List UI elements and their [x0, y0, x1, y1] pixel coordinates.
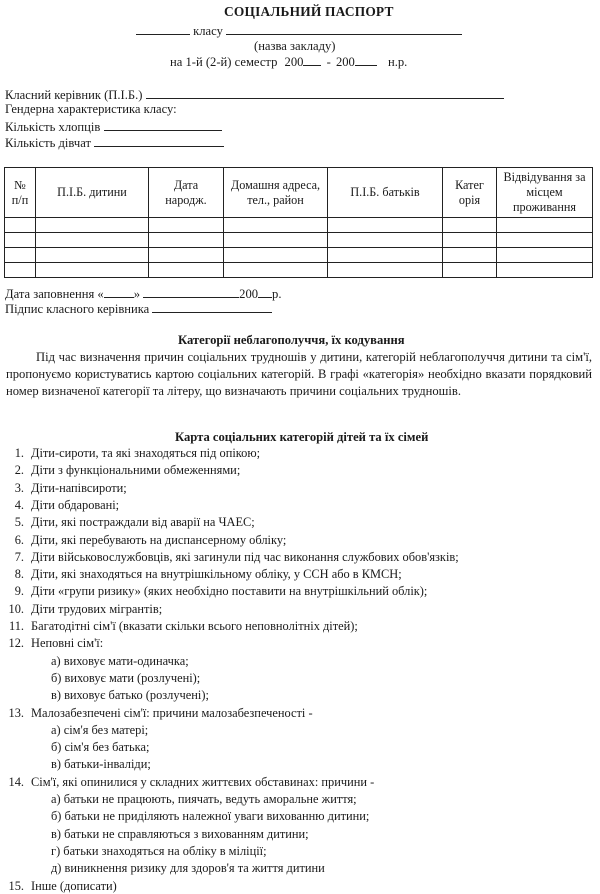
table-row[interactable]: [5, 263, 593, 278]
category-number: 15.: [8, 878, 24, 893]
category-text: Діти, які перебувають на диспансерному обліку;: [31, 532, 287, 547]
category-item: [4, 879, 117, 894]
category-text: Діти військовослужбовців, які загинули під час виконання службових обов'язків;: [31, 549, 459, 564]
category-text: Діти-сироти, та які знаходяться під опікою;: [31, 446, 261, 460]
category-text: а) сім'я без матері;: [51, 722, 149, 737]
category-text: а) виховує мати-одиначка;: [51, 653, 189, 668]
category-text: Діти трудових мігрантів;: [31, 601, 163, 616]
col-child-name: П.І.Б. дитини: [36, 168, 149, 218]
category-item: [4, 463, 240, 478]
fill-day-blank[interactable]: [104, 285, 134, 298]
category-number: 3.: [14, 480, 24, 495]
institution-blank[interactable]: [226, 22, 462, 35]
category-text: в) батьки-інваліди;: [51, 757, 151, 772]
category-text: в) виховує батько (розлучені);: [51, 688, 209, 703]
teacher-blank[interactable]: [146, 86, 504, 99]
teacher-label: Класний керівник (П.І.Б.): [5, 88, 143, 102]
category-subitem: [51, 723, 148, 738]
col-category: Категорія: [443, 168, 497, 218]
category-text: Діти, які постраждали від аварії на ЧАЕС;: [31, 515, 255, 530]
table-row[interactable]: [5, 248, 593, 263]
table-row[interactable]: [5, 218, 593, 233]
category-item: [4, 481, 127, 496]
boys-blank[interactable]: [104, 118, 222, 131]
category-item: [4, 584, 427, 599]
table-row[interactable]: [5, 233, 593, 248]
girls-field: [5, 134, 224, 151]
category-item: [4, 775, 374, 790]
category-text: Багатодітні сім'ї (вказати скільки всього неповнолітніх дітей);: [31, 619, 358, 633]
year-dash: -: [326, 55, 331, 69]
signature-blank[interactable]: [152, 300, 272, 313]
category-item: [4, 602, 162, 617]
category-item: [4, 567, 402, 582]
category-text: Неповні сім'ї:: [31, 636, 104, 651]
map-heading: Карта соціальних категорій дітей та їх сімей: [175, 430, 429, 444]
category-subitem: [51, 757, 151, 772]
categories-paragraph: Під час визначення причин соціальних трудношів у дитини, категорій неблагополуччя дитини та сім'ї, пропонуємо користуватись картою соціальних категорій. В графі «категорія» необхідно вказати порядковий номер визначеної категорії та літеру, що визначають причини соціальних трудношів.: [6, 350, 592, 398]
col-birth-date: Дата народж.: [149, 168, 224, 218]
semester-line: [170, 53, 407, 70]
girls-blank[interactable]: [94, 134, 224, 147]
col-parents-name: П.І.Б. батьків: [328, 168, 443, 218]
year-start: 200: [284, 55, 304, 69]
category-item: [4, 515, 255, 530]
category-number: 13.: [8, 705, 24, 720]
category-number: 11.: [8, 619, 24, 633]
fill-month-blank[interactable]: [143, 285, 239, 298]
category-text: Діти з функціональними обмеженнями;: [31, 463, 241, 478]
year-end-blank[interactable]: [355, 53, 377, 66]
category-item: [4, 498, 119, 513]
fill-date-label: Дата заповнення «: [5, 287, 104, 301]
fill-year-blank[interactable]: [258, 285, 272, 298]
col-number: № п/п: [5, 168, 36, 218]
table-header-row: [5, 168, 593, 218]
category-text: б) виховує мати (розлучені);: [51, 670, 201, 685]
category-text: б) батьки не приділяють належної уваги вихованню дитини;: [51, 809, 370, 824]
category-text: д) виникнення ризику для здоров'я та життя дитини: [51, 861, 325, 876]
category-number: 7.: [14, 549, 24, 564]
category-number: 2.: [14, 463, 24, 478]
category-number: 5.: [14, 515, 24, 530]
boys-label: Кількість хлопців: [5, 120, 101, 134]
page-title: СОЦІАЛЬНИЙ ПАСПОРТ: [224, 4, 394, 19]
categories-heading: Категорії неблагополуччя, їх кодування: [178, 333, 405, 347]
signature-label: Підпис класного керівника: [5, 302, 150, 316]
category-subitem: [51, 671, 200, 686]
category-subitem: [51, 827, 309, 842]
category-number: 14.: [8, 774, 24, 789]
class-line: [136, 22, 462, 39]
category-text: в) батьки не справляються з вихованням дитини;: [51, 826, 309, 841]
category-number: 4.: [14, 497, 24, 512]
semester-label: на 1-й (2-й) семестр: [170, 55, 278, 69]
institution-hint: (назва закладу): [254, 39, 336, 53]
category-text: Малозабезпечені сім'ї: причини малозабезпеченості -: [31, 705, 313, 720]
category-subitem: [51, 844, 267, 859]
category-item: [4, 706, 313, 721]
girls-label: Кількість дівчат: [5, 136, 92, 150]
category-text: Діти обдаровані;: [31, 497, 120, 512]
category-number: 12.: [8, 636, 24, 651]
category-subitem: [51, 792, 357, 807]
year-end: 200: [335, 55, 355, 69]
category-item: [4, 550, 459, 565]
category-number: 10.: [8, 601, 24, 616]
category-text: Сім'ї, які опинилися у складних життєвих обставинах: причини -: [31, 774, 375, 789]
category-number: 6.: [14, 532, 24, 547]
category-item: [4, 446, 260, 461]
class-number-blank[interactable]: [136, 22, 190, 35]
category-subitem: [51, 688, 209, 703]
signature-line: [5, 300, 272, 317]
category-subitem: [51, 740, 149, 755]
category-number: 8.: [14, 567, 24, 582]
category-item: [4, 533, 286, 548]
category-number: 9.: [14, 584, 24, 599]
category-text: Діти «групи ризику» (яких необхідно поставити на внутрішкільний облік);: [31, 584, 428, 599]
category-number: 1.: [14, 446, 24, 460]
category-text: а) батьки не працюють, пиячать, ведуть аморальне життя;: [51, 792, 357, 806]
category-subitem: [51, 654, 189, 669]
category-text: г) батьки знаходяться на обліку в міліції;: [51, 843, 267, 858]
category-text: Діти-напівсироти;: [31, 480, 127, 495]
teacher-field: [5, 86, 504, 103]
gender-field: Гендерна характеристика класу:: [5, 102, 177, 116]
passport-table: [4, 167, 593, 278]
fill-year-prefix: 200: [239, 287, 259, 301]
fill-date-close: »: [133, 287, 140, 301]
category-subitem: [51, 861, 325, 876]
col-visit: Відвідування за місцем проживання: [497, 168, 593, 218]
fill-year-suffix: р.: [272, 287, 282, 301]
category-text: Інше (дописати): [31, 878, 117, 893]
year-suffix: н.р.: [387, 55, 408, 69]
year-start-blank[interactable]: [303, 53, 321, 66]
class-label: класу: [193, 24, 223, 38]
category-item: [4, 619, 358, 634]
boys-field: [5, 118, 222, 135]
category-text: Діти, які знаходяться на внутрішкільному обліку, у ССН або в КМСН;: [31, 567, 402, 582]
category-item: [4, 636, 103, 651]
category-text: б) сім'я без батька;: [51, 740, 150, 755]
category-subitem: [51, 809, 369, 824]
col-address: Домашня адреса, тел., район: [224, 168, 328, 218]
